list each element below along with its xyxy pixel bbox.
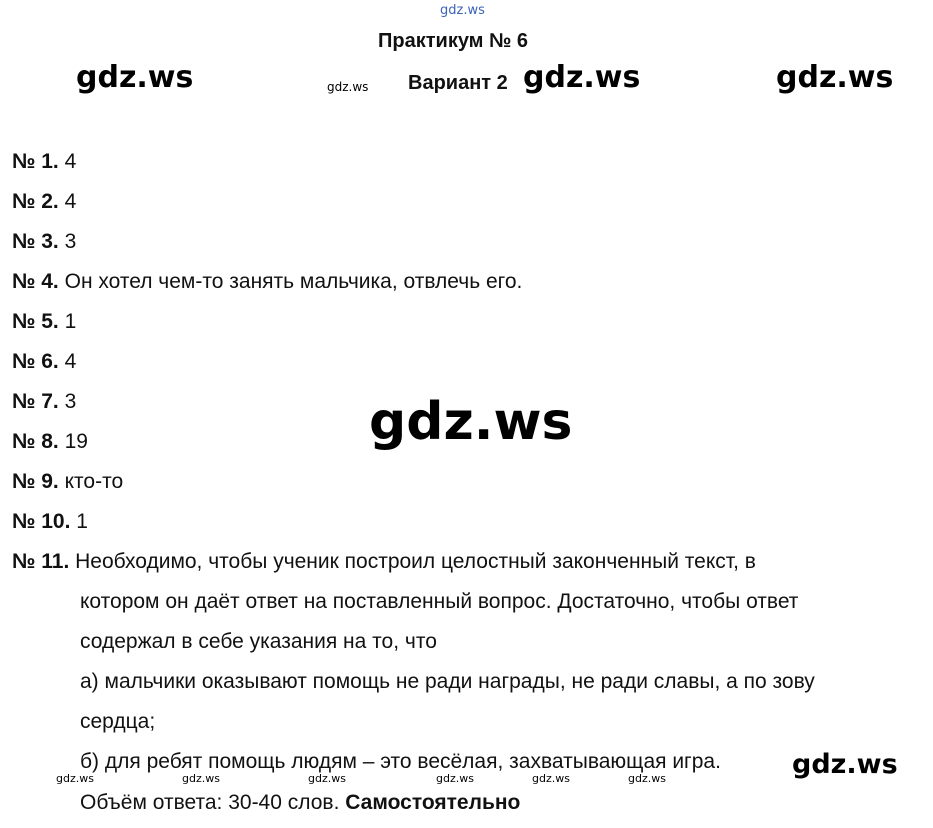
watermark-bottom-3: gdz.ws	[308, 772, 346, 785]
answer-11-line-7: Объём ответа: 30-40 слов. Самостоятельно	[80, 791, 521, 814]
answer-4: № 4. Он хотел чем-то занять мальчика, отвлечь его.	[12, 270, 523, 293]
watermark-bottom-5: gdz.ws	[532, 772, 570, 785]
answer-8: № 8. 19	[12, 430, 88, 453]
variant-label: Вариант 2	[408, 72, 508, 94]
watermark-center: gdz.ws	[369, 392, 573, 452]
watermark-bottom-1: gdz.ws	[56, 772, 94, 785]
answer-2: № 2. 4	[12, 190, 77, 213]
answer-5: № 5. 1	[12, 310, 77, 333]
answer-6: № 6. 4	[12, 350, 77, 373]
answer-9: № 9. кто-то	[12, 470, 124, 493]
watermark-bottom-2: gdz.ws	[182, 772, 220, 785]
page-title: Практикум № 6	[378, 30, 529, 52]
watermark-bottom-4: gdz.ws	[436, 772, 474, 785]
watermark-bottom-6: gdz.ws	[628, 772, 666, 785]
answer-11-line-6: б) для ребят помощь людям – это весёлая, захватывающая игра.	[80, 750, 721, 773]
answer-11-line-2: котором он даёт ответ на поставленный вопрос. Достаточно, чтобы ответ	[80, 590, 799, 613]
watermark-bottom-right: gdz.ws	[792, 749, 898, 780]
answer-11: № 11. Необходимо, чтобы ученик построил целостный законченный текст, в	[12, 550, 756, 573]
answer-3: № 3. 3	[12, 230, 77, 253]
watermark-top: gdz.ws	[440, 3, 485, 18]
answer-1: № 1. 4	[12, 150, 77, 173]
answer-10: № 10. 1	[12, 510, 88, 533]
watermark-right: gdz.ws	[776, 60, 894, 95]
watermark-variant: gdz.ws	[523, 60, 641, 95]
watermark-left: gdz.ws	[76, 60, 194, 95]
answer-7: № 7. 3	[12, 390, 77, 413]
answer-11-line-5: сердца;	[80, 710, 156, 733]
answers-list	[12, 142, 756, 582]
answer-11-line-4: а) мальчики оказывают помощь не ради награды, не ради славы, а по зову	[80, 670, 815, 693]
answer-11-line-3: содержал в себе указания на то, что	[80, 630, 437, 653]
watermark-small: gdz.ws	[327, 80, 369, 94]
